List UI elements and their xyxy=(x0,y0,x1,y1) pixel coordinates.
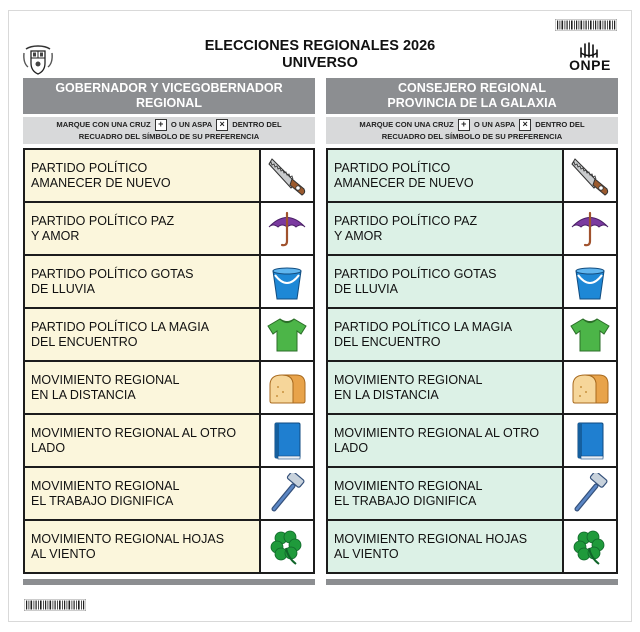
instruction-line-2: RECUADRO DEL SÍMBOLO DE SU PREFERENCIA xyxy=(381,132,563,141)
razor-icon xyxy=(569,473,611,515)
razor-icon xyxy=(266,473,308,515)
book-icon xyxy=(569,420,611,462)
column-header-line-1: CONSEJERO REGIONAL xyxy=(398,81,546,95)
vote-box-bucket[interactable] xyxy=(562,256,616,307)
vote-box-saw[interactable] xyxy=(562,150,616,201)
umbrella-icon xyxy=(569,208,611,250)
column-header-line-2: REGIONAL xyxy=(136,96,202,110)
bread-icon xyxy=(569,367,611,409)
ballot-title xyxy=(160,38,480,72)
tshirt-icon xyxy=(569,314,611,356)
ballot-option-row xyxy=(328,415,616,468)
party-name: PARTIDO POLÍTICO AMANECER DE NUEVO xyxy=(25,150,259,201)
party-name: PARTIDO POLÍTICO PAZ Y AMOR xyxy=(328,203,562,254)
instruction-part-2: O UN ASPA xyxy=(473,120,515,129)
saw-icon xyxy=(569,155,611,197)
vote-box-book[interactable] xyxy=(562,415,616,466)
ballot-option-row xyxy=(328,256,616,309)
bread-icon xyxy=(266,367,308,409)
column-header-line-2: PROVINCIA DE LA GALAXIA xyxy=(387,96,557,110)
clover-icon xyxy=(569,526,611,568)
ballot-option-row xyxy=(25,468,313,521)
onpe-logo xyxy=(560,40,620,76)
ballot-option-row xyxy=(25,309,313,362)
vote-box-umbrella[interactable] xyxy=(259,203,313,254)
vote-box-razor[interactable] xyxy=(562,468,616,519)
ballot-option-row xyxy=(328,362,616,415)
instruction-part-3: DENTRO DEL xyxy=(232,120,282,129)
party-name: MOVIMIENTO REGIONAL HOJAS AL VIENTO xyxy=(25,521,259,572)
x-symbol-icon: × xyxy=(519,119,531,131)
party-name: PARTIDO POLÍTICO LA MAGIA DEL ENCUENTRO xyxy=(328,309,562,360)
ballot-option-row xyxy=(328,309,616,362)
instruction-part-2: O UN ASPA xyxy=(170,120,212,129)
vote-box-tshirt[interactable] xyxy=(562,309,616,360)
ballot-option-row xyxy=(328,150,616,203)
column-header-line-1: GOBERNADOR Y VICEGOBERNADOR xyxy=(55,81,283,95)
party-name: PARTIDO POLÍTICO AMANECER DE NUEVO xyxy=(328,150,562,201)
barcode-icon xyxy=(555,19,617,31)
x-symbol-icon: × xyxy=(216,119,228,131)
cross-symbol-icon: + xyxy=(458,119,470,131)
party-name: MOVIMIENTO REGIONAL EN LA DISTANCIA xyxy=(328,362,562,413)
ballot-option-row xyxy=(25,362,313,415)
column-header xyxy=(23,78,315,114)
options-table xyxy=(326,148,618,574)
cross-symbol-icon: + xyxy=(155,119,167,131)
vote-box-clover[interactable] xyxy=(562,521,616,572)
vote-box-book[interactable] xyxy=(259,415,313,466)
governor-column xyxy=(23,78,315,585)
column-header xyxy=(326,78,618,114)
column-footer-bar xyxy=(23,579,315,585)
ballot-option-row xyxy=(25,150,313,203)
party-name: PARTIDO POLÍTICO GOTAS DE LLUVIA xyxy=(25,256,259,307)
vote-box-umbrella[interactable] xyxy=(562,203,616,254)
ballot-option-row xyxy=(25,256,313,309)
title-line-1: ELECCIONES REGIONALES 2026 xyxy=(204,38,436,54)
column-footer-bar xyxy=(326,579,618,585)
party-name: PARTIDO POLÍTICO LA MAGIA DEL ENCUENTRO xyxy=(25,309,259,360)
ballot-option-row xyxy=(25,415,313,468)
party-name: MOVIMIENTO REGIONAL HOJAS AL VIENTO xyxy=(328,521,562,572)
vote-box-bucket[interactable] xyxy=(259,256,313,307)
party-name: PARTIDO POLÍTICO PAZ Y AMOR xyxy=(25,203,259,254)
vote-box-razor[interactable] xyxy=(259,468,313,519)
bucket-icon xyxy=(569,261,611,303)
tshirt-icon xyxy=(266,314,308,356)
vote-box-saw[interactable] xyxy=(259,150,313,201)
ballot-option-row xyxy=(25,203,313,256)
bucket-icon xyxy=(266,261,308,303)
book-icon xyxy=(266,420,308,462)
party-name: MOVIMIENTO REGIONAL EL TRABAJO DIGNIFICA xyxy=(25,468,259,519)
party-name: PARTIDO POLÍTICO GOTAS DE LLUVIA xyxy=(328,256,562,307)
title-line-2: UNIVERSO xyxy=(282,55,358,71)
hand-ballot-icon xyxy=(578,40,600,58)
party-name: MOVIMIENTO REGIONAL EL TRABAJO DIGNIFICA xyxy=(328,468,562,519)
instruction-part-1: MARQUE CON UNA CRUZ xyxy=(359,120,454,129)
vote-box-clover[interactable] xyxy=(259,521,313,572)
instruction-part-3: DENTRO DEL xyxy=(535,120,585,129)
marking-instructions xyxy=(23,117,315,144)
barcode-icon xyxy=(24,599,86,611)
ballot-option-row xyxy=(328,203,616,256)
instruction-line-2: RECUADRO DEL SÍMBOLO DE SU PREFERENCIA xyxy=(78,132,260,141)
options-table xyxy=(23,148,315,574)
coat-of-arms-icon xyxy=(22,43,54,77)
party-name: MOVIMIENTO REGIONAL AL OTRO LADO xyxy=(25,415,259,466)
ballot-option-row xyxy=(328,468,616,521)
party-name: MOVIMIENTO REGIONAL AL OTRO LADO xyxy=(328,415,562,466)
party-name: MOVIMIENTO REGIONAL EN LA DISTANCIA xyxy=(25,362,259,413)
onpe-logo-text: ONPE xyxy=(569,57,611,73)
clover-icon xyxy=(266,526,308,568)
council-column xyxy=(326,78,618,585)
vote-box-bread[interactable] xyxy=(259,362,313,413)
marking-instructions xyxy=(326,117,618,144)
vote-box-tshirt[interactable] xyxy=(259,309,313,360)
instruction-part-1: MARQUE CON UNA CRUZ xyxy=(56,120,151,129)
ballot-option-row xyxy=(25,521,313,572)
saw-icon xyxy=(266,155,308,197)
umbrella-icon xyxy=(266,208,308,250)
ballot-option-row xyxy=(328,521,616,572)
vote-box-bread[interactable] xyxy=(562,362,616,413)
